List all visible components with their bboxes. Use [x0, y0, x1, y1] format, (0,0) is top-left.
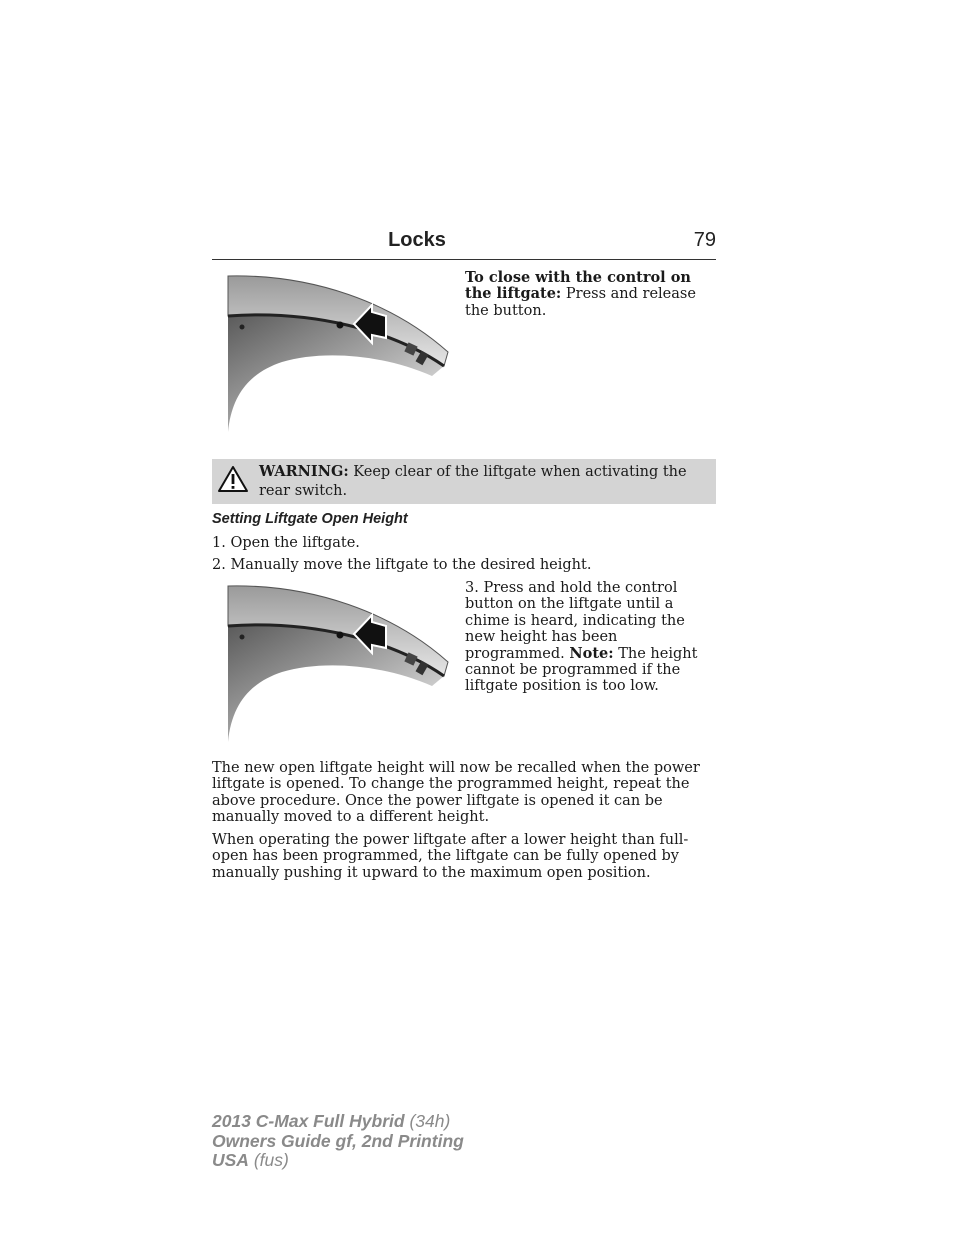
- liftgate-control-button-illustration: [222, 272, 454, 434]
- page-number: 79: [693, 229, 716, 251]
- section-subheading: Setting Liftgate Open Height: [212, 511, 408, 527]
- step3-note-label: Note:: [569, 644, 614, 662]
- footer-model-code: (34h): [409, 1111, 451, 1131]
- step-2: 2. Manually move the liftgate to the desired height.: [212, 557, 592, 573]
- step-1: 1. Open the liftgate.: [212, 535, 360, 551]
- footer-region: USA: [212, 1150, 249, 1170]
- paragraph-recall: The new open liftgate height will now be recalled when the power liftgate is opened. To change the programmed height, repeat the above procedure. Once the power liftgate is opened it can be manually moved to a different height.: [212, 760, 700, 826]
- header-divider: [212, 259, 716, 260]
- warning-message: Keep clear of the liftgate when activating the rear switch.: [259, 464, 687, 499]
- liftgate-control-button-illustration: [222, 582, 454, 744]
- paragraph-full-open: When operating the power liftgate after a lower height than full-open has been programmed, the liftgate can be fully opened by manually pushing it upward to the maximum open position.: [212, 832, 689, 881]
- footer: [212, 1112, 464, 1171]
- footer-region-code: (fus): [253, 1150, 289, 1170]
- footer-guide: Owners Guide gf, 2nd Printing: [212, 1130, 464, 1151]
- warning-triangle-icon: [217, 465, 249, 493]
- section1-text: Press and release the button.: [465, 286, 696, 319]
- footer-model: 2013 C-Max Full Hybrid: [212, 1111, 405, 1131]
- footer-line-3: [212, 1151, 464, 1171]
- page-title: Locks: [388, 229, 446, 251]
- footer-line-1: [212, 1112, 464, 1132]
- step-3: [465, 580, 717, 695]
- footer-line-2: [212, 1132, 464, 1152]
- step3-note-text: The height cannot be programmed if the liftgate position is too low.: [465, 645, 698, 695]
- section1-lead: To close with the control on the liftgate:: [465, 269, 691, 303]
- step3-text: 3. Press and hold the control button on the liftgate until a chime is heard, indicating the new height has been programmed.: [465, 580, 685, 662]
- warning-text: [259, 462, 707, 501]
- warning-label: WARNING:: [259, 463, 349, 480]
- section1-instruction: [465, 270, 715, 319]
